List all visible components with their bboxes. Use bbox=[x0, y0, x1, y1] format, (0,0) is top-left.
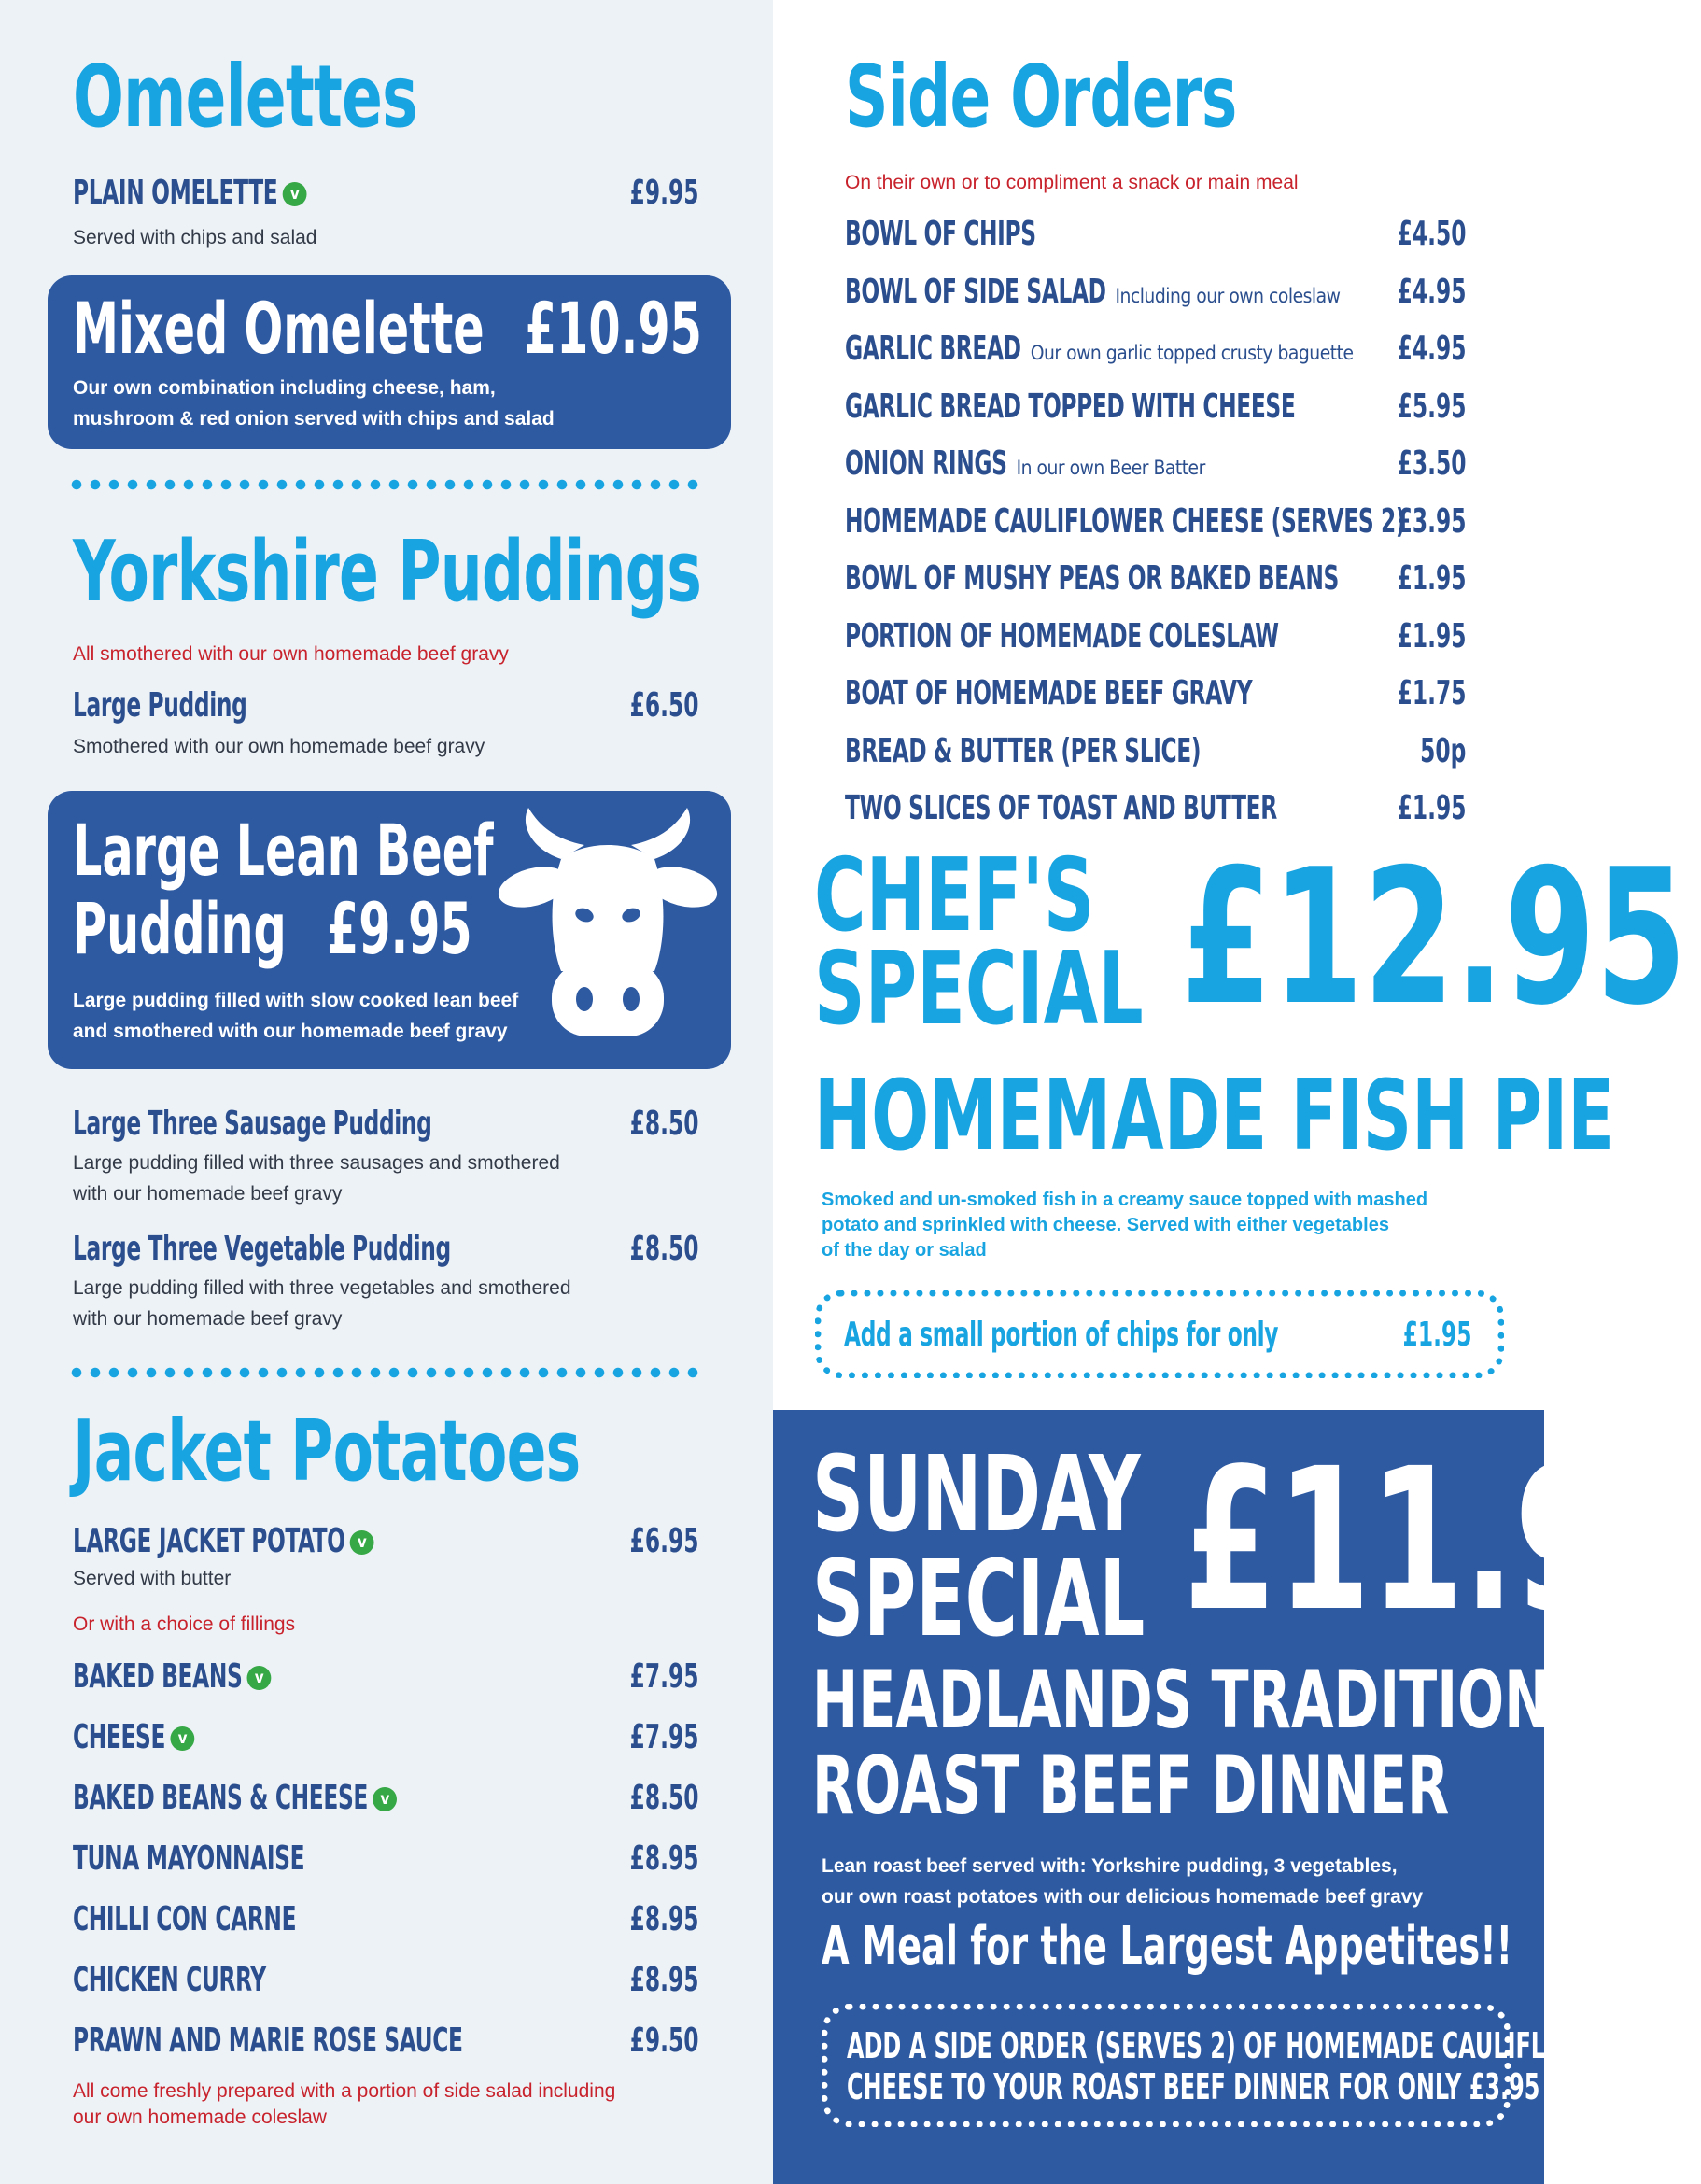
item-name: PRAWN AND MARIE ROSE SAUCE bbox=[73, 2022, 463, 2060]
item-price: £9.95 bbox=[629, 174, 698, 212]
item-price: £4.95 bbox=[1397, 272, 1466, 311]
menu-item-large-pudding bbox=[73, 686, 698, 761]
item-price: £8.50 bbox=[629, 1105, 698, 1143]
item-description: Including our own coleslaw bbox=[1115, 284, 1341, 307]
menu-item-plain-omelette bbox=[73, 174, 698, 248]
item-price: £5.95 bbox=[1397, 387, 1466, 426]
yorkshire-puddings-heading: Yorkshire Puddings bbox=[73, 523, 702, 621]
dotted-divider bbox=[67, 478, 702, 491]
description-line: and smothered with our homemade beef gravy bbox=[73, 1021, 508, 1042]
sunday-special-panel bbox=[773, 1410, 1701, 2184]
item-name: PLAIN OMELETTE bbox=[73, 174, 278, 212]
filling-item bbox=[73, 1779, 698, 1825]
description-line: with our homemade beef gravy bbox=[73, 1308, 343, 1330]
side-order-item bbox=[845, 444, 1466, 491]
item-price: £7.95 bbox=[629, 1657, 698, 1696]
side-order-item bbox=[845, 559, 1466, 606]
dotted-divider bbox=[67, 1366, 702, 1379]
sunday-special-dish bbox=[812, 1654, 1628, 1833]
description-line: mushroom & red onion served with chips and salad bbox=[73, 408, 555, 430]
item-description bbox=[73, 1148, 560, 1209]
item-name: BAKED BEANS & CHEESE bbox=[73, 1779, 368, 1817]
omelettes-heading: Omelettes bbox=[73, 47, 417, 147]
sunday-special-heading bbox=[812, 1434, 1146, 1660]
chef-special-dish: HOMEMADE FISH PIE bbox=[814, 1059, 1615, 1173]
item-name: BOAT OF HOMEMADE BEEF GRAVY bbox=[845, 674, 1253, 712]
side-order-item bbox=[845, 732, 1466, 779]
item-name: BREAD & BUTTER (PER SLICE) bbox=[845, 731, 1202, 770]
vegetarian-icon: v bbox=[170, 1726, 194, 1751]
cow-icon bbox=[496, 808, 720, 1050]
description-line: Large pudding filled with three sausages and smothered bbox=[73, 1152, 560, 1174]
item-name: PORTION OF HOMEMADE COLESLAW bbox=[845, 616, 1279, 655]
description-line: Lean roast beef served with: Yorkshire pudding, 3 vegetables, bbox=[822, 1855, 1398, 1877]
filling-item bbox=[73, 1961, 698, 2008]
side-order-item bbox=[845, 273, 1466, 319]
item-name: TUNA MAYONNAISE bbox=[73, 1839, 305, 1878]
description-line: with our homemade beef gravy bbox=[73, 1183, 343, 1205]
note-line: All come freshly prepared with a portion of side salad including bbox=[73, 2080, 616, 2102]
chef-line2: SPECIAL bbox=[814, 931, 1144, 1048]
description-line: Smoked and un-smoked fish in a creamy sauce topped with mashed bbox=[822, 1190, 1428, 1210]
description-line: Our own combination including cheese, ham, bbox=[73, 377, 496, 399]
item-price: £7.95 bbox=[629, 1718, 698, 1756]
side-order-item bbox=[845, 674, 1466, 721]
item-price: £1.95 bbox=[1397, 616, 1466, 655]
sunday-tagline: A Meal for the Largest Appetites!! bbox=[822, 1916, 1513, 1977]
description-line: Large pudding filled with slow cooked lean beef bbox=[73, 990, 519, 1011]
item-price: £8.95 bbox=[629, 1839, 698, 1878]
item-description: In our own Beer Batter bbox=[1016, 457, 1205, 479]
note-line: our own homemade coleslaw bbox=[73, 2107, 327, 2128]
chef-special-description bbox=[822, 1188, 1503, 1263]
addon-line: CHEESE TO YOUR ROAST BEEF DINNER FOR ONLY £3.95 bbox=[847, 2066, 1540, 2107]
addon-price: £1.95 bbox=[1402, 1316, 1471, 1354]
item-price: £1.95 bbox=[1397, 559, 1466, 598]
item-price: 50p bbox=[1419, 731, 1466, 770]
vegetarian-icon: v bbox=[246, 1666, 271, 1690]
menu-item-vegetable-pudding bbox=[73, 1230, 698, 1332]
item-name: BOWL OF SIDE SALAD bbox=[845, 272, 1106, 311]
item-name: Pudding bbox=[73, 887, 287, 970]
item-price: £8.95 bbox=[629, 1900, 698, 1938]
item-name: CHEESE bbox=[73, 1718, 166, 1756]
vegetarian-icon: v bbox=[350, 1530, 374, 1555]
description-line: our own roast potatoes with our delicious homemade beef gravy bbox=[822, 1886, 1424, 1908]
fillings-note: Or with a choice of fillings bbox=[73, 1613, 296, 1635]
add-side-order-box bbox=[822, 2004, 1621, 2127]
item-description bbox=[73, 1273, 571, 1334]
item-description: Our own garlic topped crusty baguette bbox=[1030, 342, 1354, 364]
item-name: Large Lean Beef bbox=[73, 809, 494, 892]
item-name: Mixed Omelette bbox=[73, 287, 485, 370]
item-name: GARLIC BREAD TOPPED WITH CHEESE bbox=[845, 387, 1296, 426]
filling-item bbox=[73, 2022, 698, 2068]
item-price: £3.50 bbox=[1397, 444, 1466, 483]
menu-item-sausage-pudding bbox=[73, 1105, 698, 1207]
jacket-potatoes-heading: Jacket Potatoes bbox=[73, 1402, 581, 1501]
item-description bbox=[73, 373, 555, 434]
item-price: £8.50 bbox=[629, 1779, 698, 1817]
item-name: BAKED BEANS bbox=[73, 1657, 243, 1696]
item-name: CHILLI CON CARNE bbox=[73, 1900, 297, 1938]
item-name: BOWL OF CHIPS bbox=[845, 215, 1036, 253]
add-chips-box bbox=[815, 1290, 1504, 1378]
description-line: of the day or salad bbox=[822, 1240, 987, 1261]
item-name: GARLIC BREAD bbox=[845, 330, 1021, 368]
item-price: £3.95 bbox=[1397, 501, 1466, 541]
item-price: £9.50 bbox=[629, 2022, 698, 2060]
addon-label: Add a small portion of chips for only bbox=[844, 1316, 1279, 1354]
description-line: Large pudding filled with three vegetables and smothered bbox=[73, 1277, 571, 1299]
item-price: £10.95 bbox=[524, 287, 702, 370]
sunday-special-price: £11.95 bbox=[1184, 1426, 1701, 1655]
vegetarian-icon: v bbox=[282, 182, 306, 206]
item-name: LARGE JACKET POTATO bbox=[73, 1522, 345, 1560]
item-price: £8.50 bbox=[629, 1230, 698, 1268]
item-price: £6.50 bbox=[629, 686, 698, 725]
chef-special-price: £12.95 bbox=[1181, 829, 1687, 1047]
side-order-item bbox=[845, 215, 1466, 261]
filling-item bbox=[73, 1900, 698, 1947]
chef-special-heading bbox=[814, 838, 1144, 1048]
chef-line1: CHEF'S bbox=[814, 838, 1095, 954]
item-description bbox=[73, 985, 518, 1047]
dish-line: HEADLANDS TRADITIONAL bbox=[812, 1654, 1628, 1747]
item-name: TWO SLICES OF TOAST AND BUTTER bbox=[845, 789, 1277, 827]
menu-item-large-jacket-potato bbox=[73, 1522, 698, 1597]
side-orders-heading: Side Orders bbox=[845, 47, 1237, 147]
large-lean-beef-box bbox=[48, 791, 731, 1069]
filling-item bbox=[73, 1839, 698, 1886]
filling-item bbox=[73, 1718, 698, 1765]
add-side-order-text bbox=[847, 2025, 1621, 2107]
mixed-omelette-box bbox=[48, 275, 731, 449]
side-order-item bbox=[845, 330, 1466, 376]
yorkshire-note: All smothered with our own homemade beef gravy bbox=[73, 643, 509, 665]
item-price: £8.95 bbox=[629, 1961, 698, 1999]
item-name: Large Pudding bbox=[73, 686, 247, 725]
side-order-item bbox=[845, 502, 1466, 549]
item-name: HOMEMADE CAULIFLOWER CHEESE (SERVES 2) bbox=[845, 501, 1406, 541]
item-name: Large Three Sausage Pudding bbox=[73, 1105, 432, 1143]
sunday-line2: SPECIAL bbox=[812, 1539, 1146, 1660]
item-description: Smothered with our own homemade beef gravy bbox=[73, 736, 485, 757]
item-price: £6.95 bbox=[629, 1522, 698, 1560]
item-price: £1.75 bbox=[1397, 674, 1466, 712]
side-order-item bbox=[845, 387, 1466, 434]
addon-line: ADD A SIDE ORDER (SERVES 2) OF HOMEMADE CAULIFLOWER bbox=[847, 2025, 1621, 2066]
jacket-footer-note bbox=[73, 2078, 615, 2131]
sunday-line1: SUNDAY bbox=[812, 1434, 1141, 1556]
item-name: BOWL OF MUSHY PEAS OR BAKED BEANS bbox=[845, 559, 1339, 598]
item-price: £9.95 bbox=[326, 887, 472, 970]
dish-line: ROAST BEEF DINNER bbox=[812, 1740, 1450, 1833]
side-order-item bbox=[845, 617, 1466, 664]
item-price: £4.95 bbox=[1397, 330, 1466, 368]
item-description: Served with chips and salad bbox=[73, 227, 317, 248]
item-price: £1.95 bbox=[1397, 789, 1466, 827]
description-line: potato and sprinkled with cheese. Served with either vegetables bbox=[822, 1215, 1389, 1235]
item-description: Served with butter bbox=[73, 1568, 232, 1589]
filling-item bbox=[73, 1657, 698, 1704]
vegetarian-icon: v bbox=[373, 1787, 397, 1811]
item-name: ONION RINGS bbox=[845, 444, 1007, 483]
item-name: Large Three Vegetable Pudding bbox=[73, 1230, 451, 1268]
item-price: £4.50 bbox=[1397, 215, 1466, 253]
item-name: CHICKEN CURRY bbox=[73, 1961, 266, 1999]
side-orders-note: On their own or to compliment a snack or main meal bbox=[845, 172, 1299, 193]
sunday-special-description bbox=[822, 1851, 1423, 1912]
